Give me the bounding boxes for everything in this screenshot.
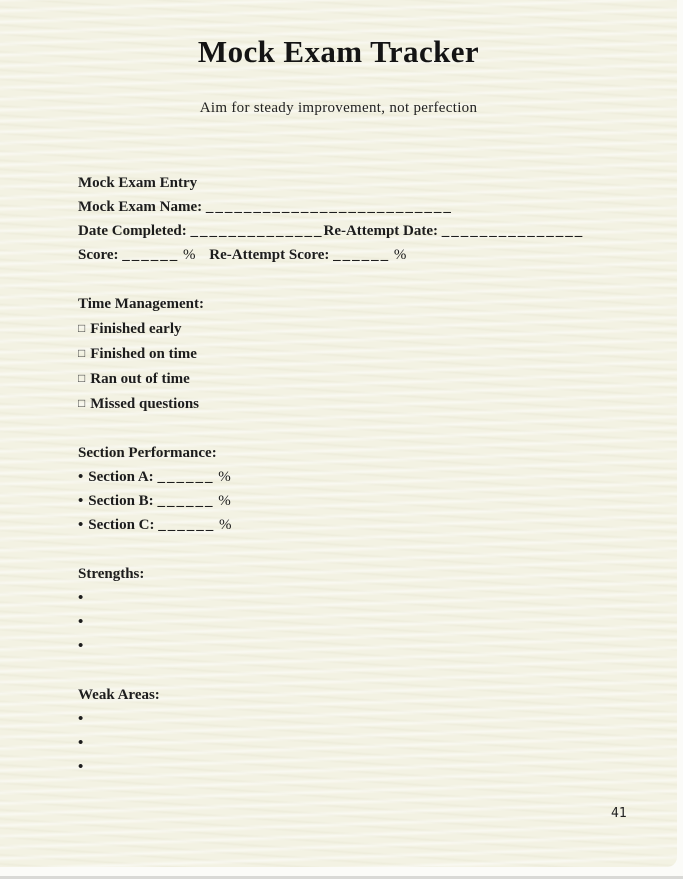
- section-c-blank-line: ______: [158, 517, 216, 533]
- date-completed-blank-line: ______________: [190, 223, 324, 239]
- page-title: Mock Exam Tracker: [197, 34, 480, 69]
- checkbox-icon: □: [78, 321, 86, 335]
- score-blank-line: ______: [122, 247, 180, 263]
- bullet-icon: •: [78, 469, 84, 485]
- checkbox-option-ran-out-of-time: [78, 366, 638, 391]
- exam-name-blank-line: __________________________: [205, 199, 453, 215]
- bullet-icon: •: [78, 711, 84, 727]
- reattempt-score-label: Re-Attempt Score:: [209, 247, 330, 263]
- dates-line: [78, 219, 638, 243]
- strengths-empty-bullet-2: [78, 610, 638, 634]
- section-c-line: [78, 513, 638, 537]
- scores-line: [78, 243, 638, 267]
- time-management-heading: Time Management:: [78, 296, 204, 312]
- section-b-blank-line: ______: [157, 493, 215, 509]
- bullet-icon: •: [78, 759, 84, 775]
- section-a-line: [78, 465, 638, 489]
- reattempt-score-percent-sign: %: [393, 247, 407, 263]
- section-b-percent-sign: %: [218, 493, 231, 509]
- strengths-empty-bullet-1: [78, 586, 638, 610]
- checkbox-option-finished-early: [78, 316, 638, 341]
- checkbox-option-finished-on-time: [78, 341, 638, 366]
- checkbox-icon: □: [78, 371, 86, 385]
- page-subtitle: Aim for steady improvement, not perfection: [199, 100, 478, 116]
- checkbox-icon: □: [78, 346, 86, 360]
- strengths-empty-bullet-3: [78, 634, 638, 658]
- bullet-icon: •: [78, 735, 84, 751]
- weak-areas-empty-bullet-3: [78, 755, 638, 779]
- section-c-label: Section C:: [88, 517, 155, 533]
- section-performance-section: [78, 441, 638, 537]
- checkbox-label: Ran out of time: [90, 371, 190, 387]
- section-a-percent-sign: %: [218, 469, 231, 485]
- section-c-percent-sign: %: [219, 517, 232, 533]
- reattempt-date-blank-line: _______________: [441, 223, 585, 239]
- section-performance-heading: Section Performance:: [78, 445, 217, 461]
- section-b-label: Section B:: [88, 493, 154, 509]
- checkbox-label: Finished early: [90, 321, 182, 337]
- exam-name-label: Mock Exam Name:: [78, 199, 203, 215]
- bullet-icon: •: [78, 614, 84, 630]
- strengths-section: [78, 562, 638, 658]
- bullet-icon: •: [78, 517, 84, 533]
- section-a-label: Section A:: [88, 469, 154, 485]
- checkbox-icon: □: [78, 396, 86, 410]
- score-percent-sign: %: [183, 247, 196, 263]
- entry-heading: Mock Exam Entry: [78, 175, 198, 191]
- reattempt-date-label: Re-Attempt Date:: [323, 223, 439, 239]
- bullet-icon: •: [78, 493, 84, 509]
- weak-areas-empty-bullet-2: [78, 731, 638, 755]
- page-number: 41: [611, 806, 627, 821]
- time-management-section: [78, 292, 638, 416]
- checkbox-option-missed-questions: [78, 391, 638, 416]
- section-b-line: [78, 489, 638, 513]
- checkbox-label: Finished on time: [90, 346, 197, 362]
- weak-areas-heading: Weak Areas:: [78, 687, 160, 703]
- score-label: Score:: [78, 247, 119, 263]
- strengths-heading: Strengths:: [78, 566, 145, 582]
- page-content: [78, 171, 638, 779]
- exam-name-line: [78, 195, 638, 219]
- weak-areas-section: [78, 683, 638, 779]
- weak-areas-empty-bullet-1: [78, 707, 638, 731]
- bullet-icon: •: [78, 590, 84, 606]
- section-a-blank-line: ______: [157, 469, 215, 485]
- bullet-icon: •: [78, 638, 84, 654]
- mock-exam-entry-section: [78, 171, 638, 267]
- checkbox-label: Missed questions: [90, 396, 200, 412]
- date-completed-label: Date Completed:: [78, 223, 187, 239]
- reattempt-score-blank-line: ______: [333, 247, 391, 263]
